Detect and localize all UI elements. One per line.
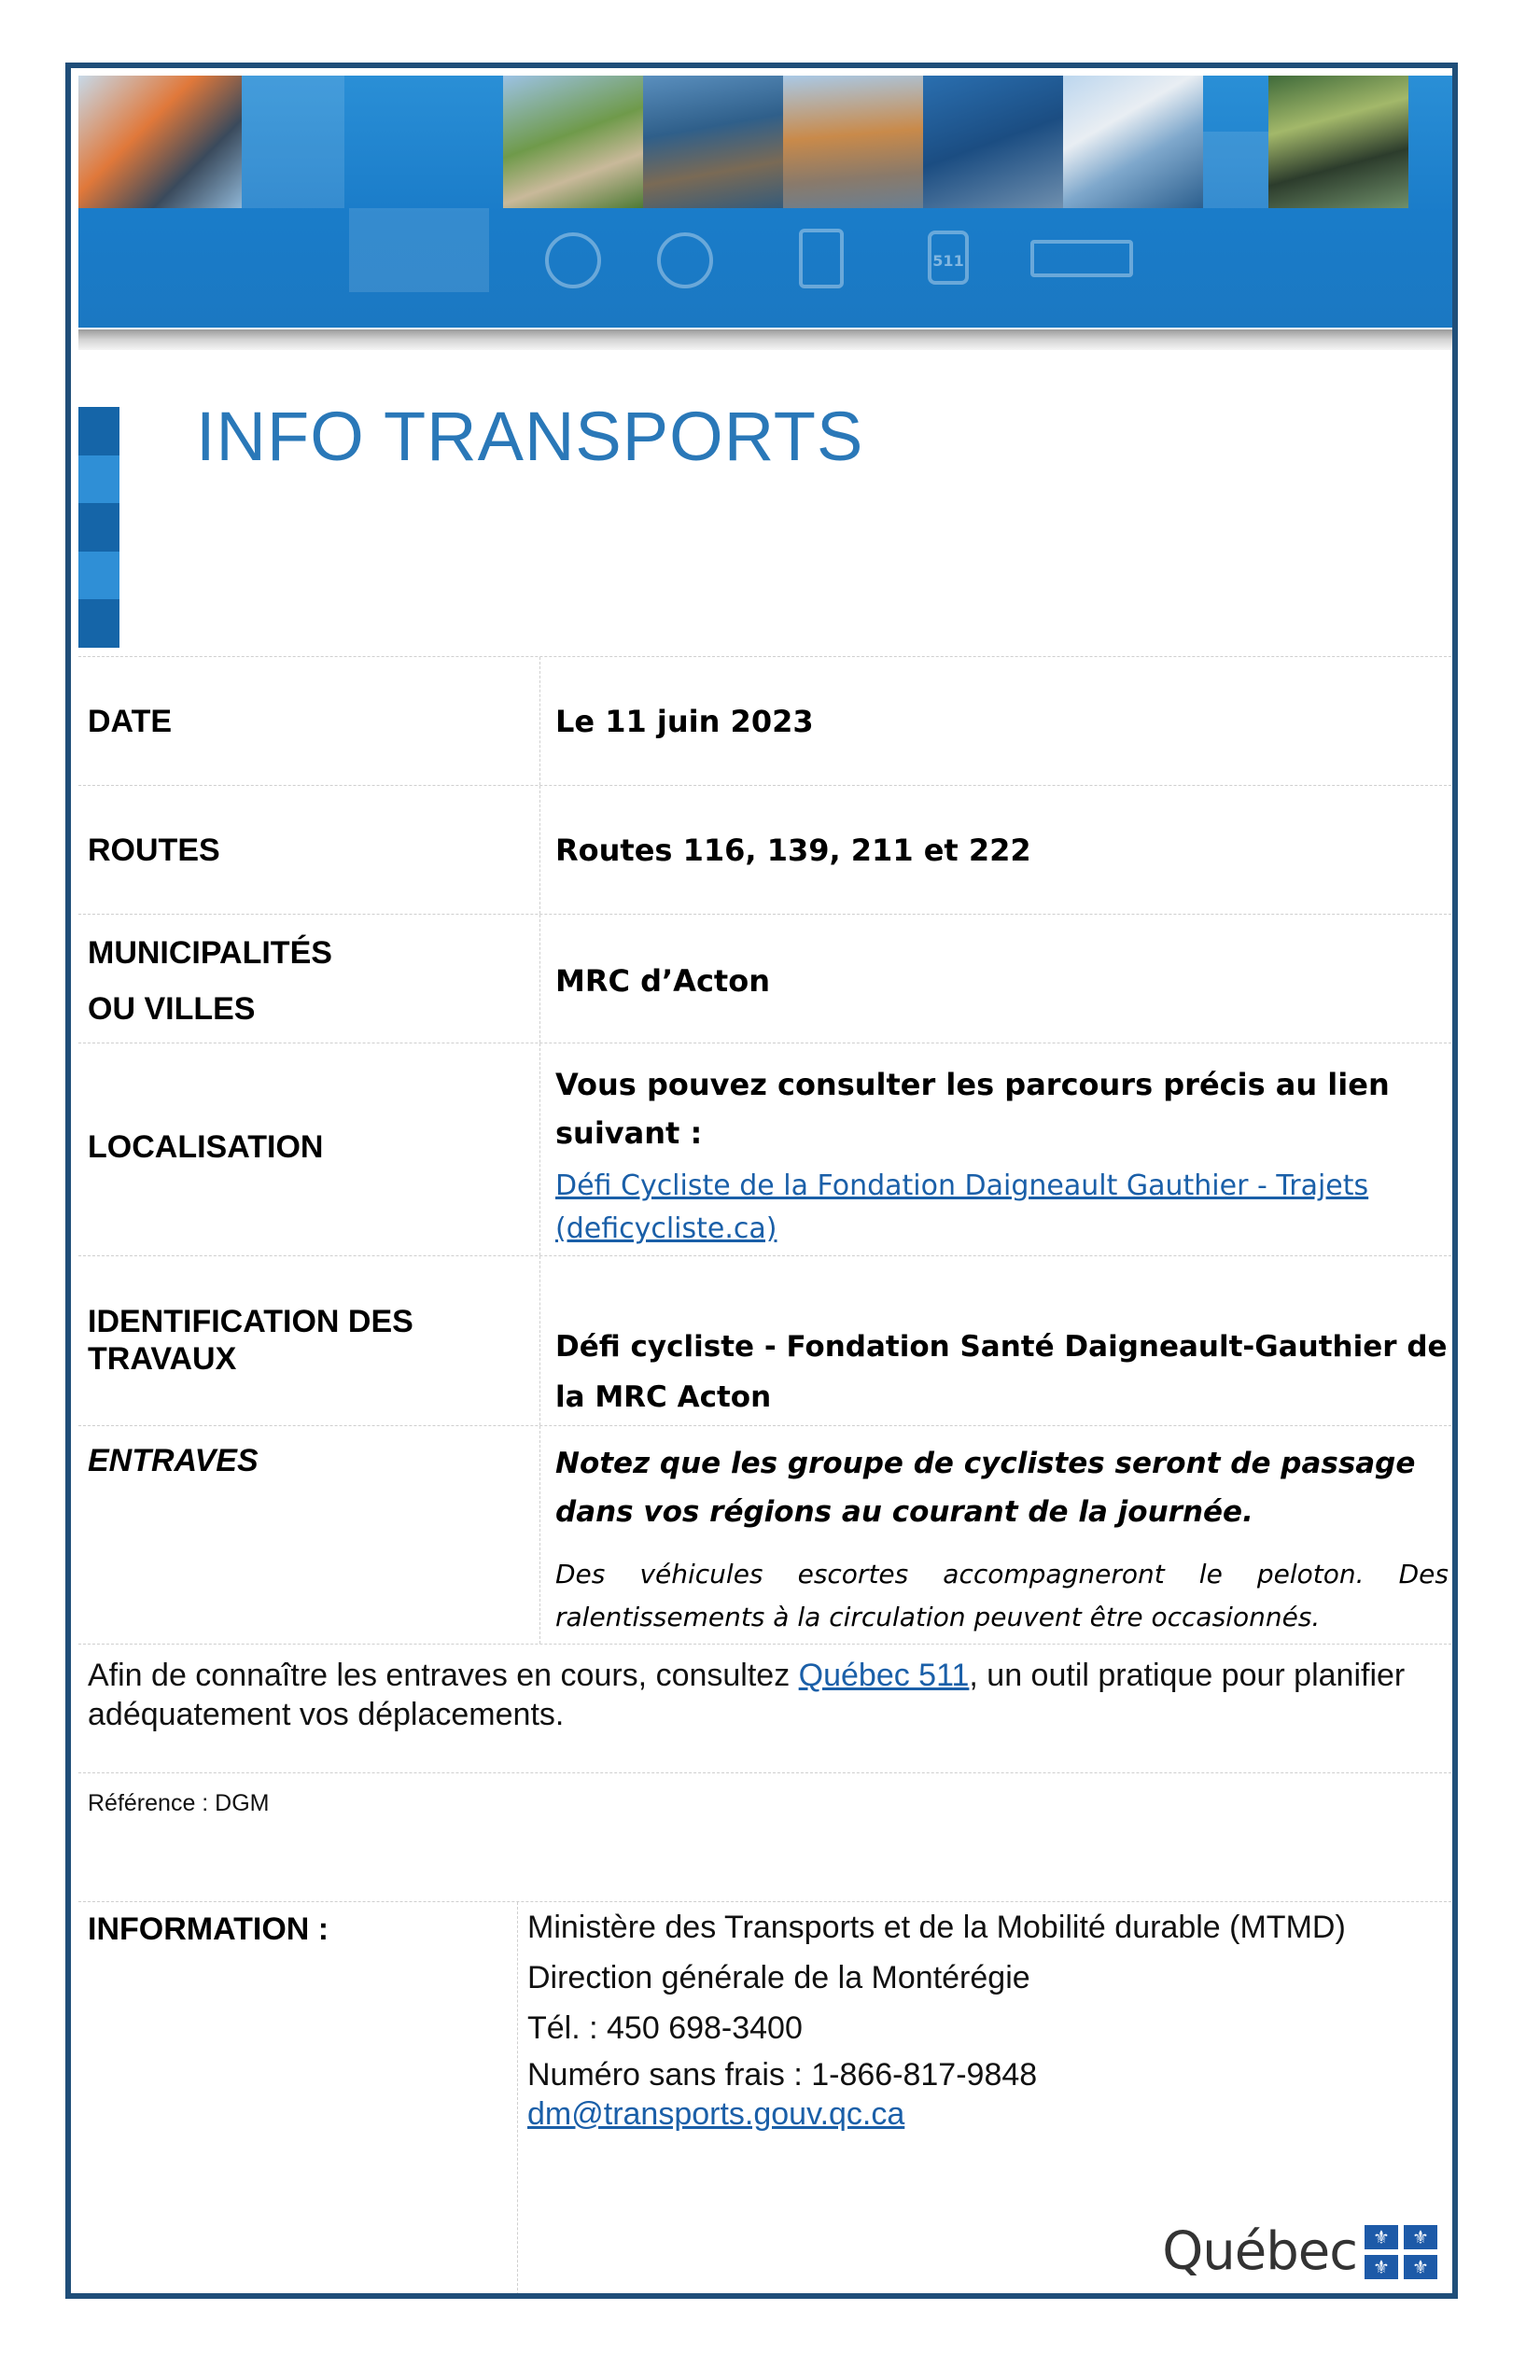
municipalites-label: MUNICIPALITÉS	[88, 935, 332, 971]
date-label: DATE	[88, 704, 173, 739]
info-direction: Direction générale de la Montérégie	[527, 1960, 1030, 1995]
routes-label: ROUTES	[88, 833, 220, 868]
info-ministry: Ministère des Transports et de la Mobilité durable (MTMD)	[527, 1910, 1346, 1945]
reference-row	[78, 1772, 1456, 1901]
trajets-link[interactable]: Défi Cycliste de la Fondation Daigneault Gauthier - Trajets (deficycliste.ca)	[555, 1169, 1369, 1245]
car-icon	[545, 232, 601, 288]
entraves-value: Notez que les groupe de cyclistes seront de passage dans vos régions au courant de la journée.	[555, 1447, 1416, 1529]
banner-shadow	[78, 329, 1456, 350]
notice-text-after: , un outil pratique pour planifier adéquatement vos déplacements.	[88, 1658, 1406, 1732]
fleur-de-lis-icon: ⚜	[1365, 2255, 1398, 2279]
localisation-value: Vous pouvez consulter les parcours précis au lien suivant :	[555, 1067, 1390, 1151]
header-banner	[78, 76, 1456, 328]
identification-value: Défi cycliste - Fondation Santé Daigneault-Gauthier de la MRC Acton	[555, 1330, 1448, 1414]
title-accent-stripes	[78, 407, 119, 648]
entraves-note: Des véhicules escortes accompagneront le peloton. Des ralentissements à la circulation peuvent être occasionnés.	[555, 1559, 1449, 1632]
bus-bikes-photo	[1268, 76, 1408, 208]
notice-paragraph	[88, 1656, 1419, 1734]
quebec-logo	[1162, 2221, 1437, 2282]
quebec-flag-icon	[1365, 2225, 1437, 2279]
identification-label: IDENTIFICATION DES TRAVAUX	[88, 1304, 413, 1377]
routes-value: Routes 116, 139, 211 et 222	[555, 833, 1031, 868]
route-511-sign-icon: 511	[928, 231, 969, 285]
reference-text: Référence : DGM	[88, 1790, 270, 1816]
bridge-photo	[1063, 76, 1203, 208]
bus-icon	[799, 229, 844, 288]
truck-icon	[1030, 240, 1133, 277]
fleur-de-lis-icon: ⚜	[1365, 2225, 1398, 2249]
table-row-municipalites	[78, 914, 1456, 1043]
information-row	[78, 1901, 1456, 2299]
quebec-wordmark: Québec	[1162, 2221, 1357, 2282]
info-phone: Tél. : 450 698-3400	[527, 2010, 803, 2046]
containers-photo	[783, 76, 923, 208]
table-row-routes	[78, 785, 1456, 914]
port-photo	[643, 76, 783, 208]
rural-road-photo	[503, 76, 643, 208]
page-title: INFO TRANSPORTS	[196, 398, 864, 475]
info-toll-free: Numéro sans frais : 1-866-817-9848	[527, 2057, 1038, 2093]
table-row-localisation	[78, 1043, 1456, 1255]
entraves-label: ENTRAVES	[88, 1443, 259, 1478]
highway-photo	[923, 76, 1063, 208]
table-row-entraves	[78, 1425, 1456, 1644]
notice-row	[78, 1644, 1456, 1772]
information-label: INFORMATION :	[88, 1911, 329, 1947]
quebec-511-link[interactable]: Québec 511	[798, 1658, 970, 1693]
villes-label: OU VILLES	[88, 991, 256, 1027]
fleur-de-lis-icon: ⚜	[1404, 2255, 1437, 2279]
localisation-label: LOCALISATION	[88, 1129, 324, 1165]
train-icon	[657, 232, 713, 288]
table-row-identification	[78, 1255, 1456, 1425]
workers-photo	[78, 76, 242, 208]
date-value: Le 11 juin 2023	[555, 704, 814, 739]
email-link[interactable]: dm@transports.gouv.qc.ca	[527, 2096, 905, 2132]
bulletin-frame	[65, 63, 1458, 2299]
table-row-date	[78, 656, 1456, 785]
notice-text-before: Afin de connaître les entraves en cours, consultez	[88, 1658, 799, 1693]
municipalites-value: MRC d’Acton	[555, 963, 770, 999]
fleur-de-lis-icon: ⚜	[1404, 2225, 1437, 2249]
